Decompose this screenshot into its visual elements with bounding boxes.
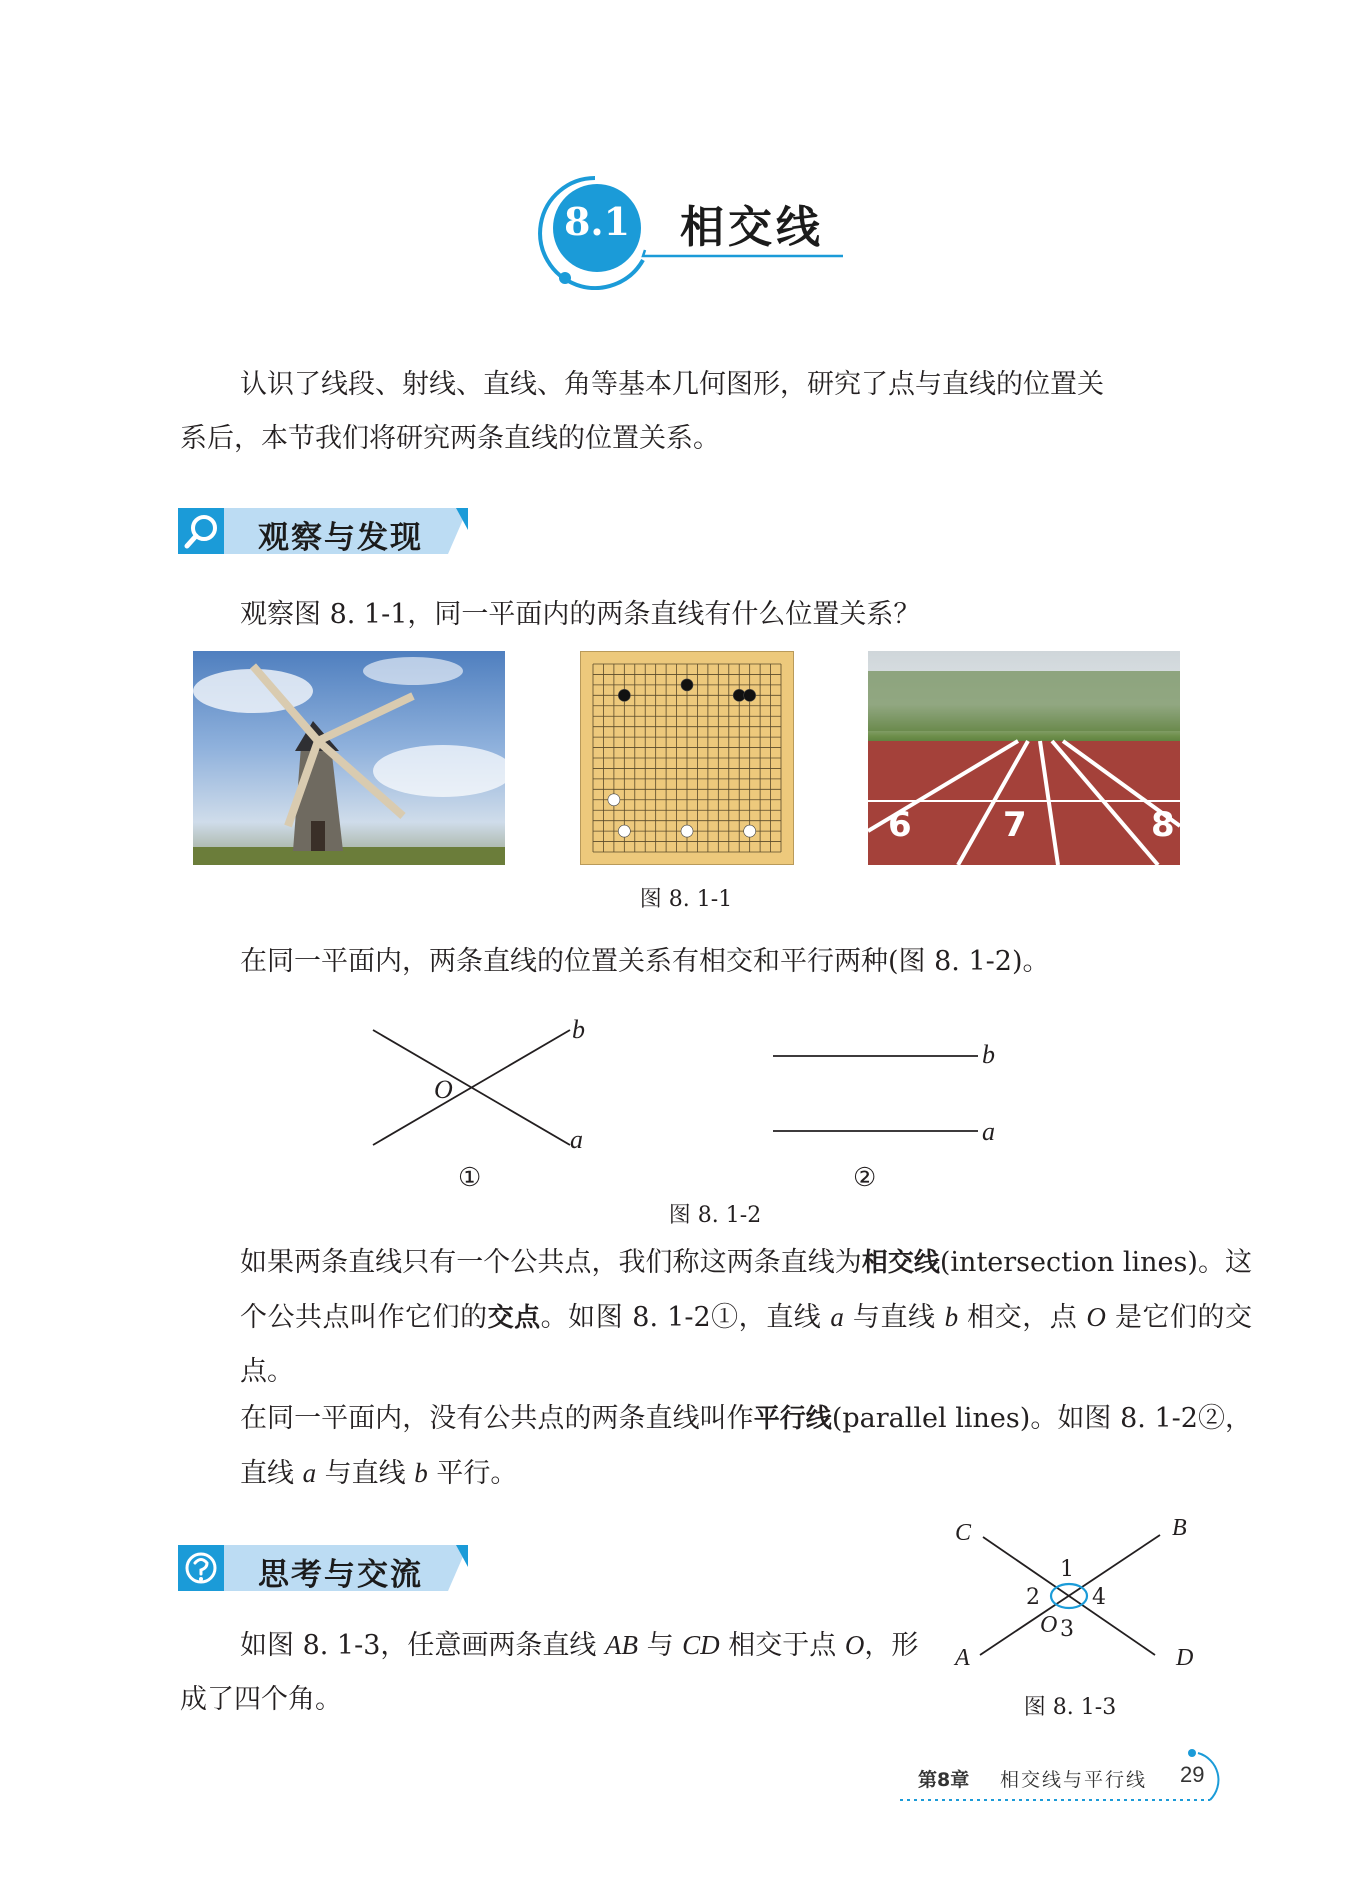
page-number: 29 (1180, 1762, 1205, 1787)
fig2-label-O: O (434, 1075, 453, 1104)
track-number-8: 8 (1151, 805, 1175, 845)
intro-paragraph: 认识了线段、射线、直线、角等基本几何图形，研究了点与直线的位置关 系后，本节我们将研究两条直线的位置关系。 (180, 369, 1104, 454)
term-parallel-lines: 平行线 (753, 1404, 832, 1434)
think-paragraph: 如图 8. 1-3，任意画两条直线 AB 与 CD 相交于点 O，形成了四个角。 (180, 1630, 919, 1715)
fig2-right-label: ② (853, 1163, 877, 1193)
definition-intersecting-paragraph: 如果两条直线只有一个公共点，我们称这两条直线为相交线(intersection lines)。这个公共点叫作它们的交点。如图 8. 1-2①，直线 a 与直线 b 相交，点 O 是它们的交点。 (240, 1247, 1252, 1387)
fig2-label-a: a (570, 1125, 583, 1154)
go-stone (744, 689, 756, 701)
angle-label-1: 1 (1060, 1557, 1074, 1582)
footer-chapter: 第8章 (918, 1769, 970, 1791)
go-stone (618, 825, 630, 837)
term-intersecting-lines: 相交线 (861, 1248, 940, 1278)
go-stone (681, 679, 693, 691)
fig3-label-C: C (955, 1520, 972, 1546)
fig1-caption: 图 8. 1-1 (639, 887, 733, 912)
fig3-label-B: B (1172, 1515, 1187, 1541)
go-stone (618, 689, 630, 701)
term-intersection-point: 交点 (487, 1303, 541, 1333)
go-stone (681, 825, 693, 837)
observe-discover-header (178, 508, 468, 554)
fig3-label-O: O (1040, 1612, 1058, 1638)
fig2-label-b: b (572, 1015, 585, 1044)
parallel-lines-diagram (770, 1040, 990, 1140)
section-number: 8.1 (563, 199, 631, 244)
running-track-photo (868, 651, 1180, 865)
fig3-label-A: A (955, 1645, 970, 1671)
go-stone (744, 825, 756, 837)
think-discuss-title: 思考与交流 (258, 1557, 423, 1593)
angle-label-2: 2 (1026, 1585, 1040, 1610)
definition-parallel-paragraph: 在同一平面内，没有公共点的两条直线叫作平行线(parallel lines)。如图 8. 1-2②，直线 a 与直线 b 平行。 (240, 1403, 1252, 1489)
go-stone (608, 794, 620, 806)
footer-chapter-title: 相交线与平行线 (1000, 1769, 1148, 1791)
observe-question: 观察图 8. 1-1，同一平面内的两条直线有什么位置关系？ (240, 599, 921, 630)
relation-paragraph: 在同一平面内，两条直线的位置关系有相交和平行两种(图 8. 1-2)。 (240, 946, 1050, 977)
observe-discover-title: 观察与发现 (258, 520, 423, 556)
fig2-caption: 图 8. 1-2 (668, 1203, 762, 1228)
fig2-parallel-label-b: b (982, 1040, 995, 1069)
fig3-label-D: D (1176, 1645, 1194, 1671)
fig2-parallel-label-a: a (982, 1117, 995, 1146)
section-title: 相交线 (680, 202, 824, 253)
windmill-photo (193, 651, 505, 865)
track-number-6: 6 (888, 805, 912, 845)
fig3-caption: 图 8. 1-3 (1023, 1695, 1117, 1720)
fig2-left-label: ① (458, 1163, 482, 1193)
angle-label-4: 4 (1092, 1585, 1106, 1610)
go-board-photo (580, 651, 794, 865)
think-discuss-header (178, 1545, 468, 1591)
thinking-icon (183, 1550, 219, 1586)
angle-label-3: 3 (1060, 1617, 1074, 1642)
magnifier-icon (184, 513, 220, 549)
four-angles-diagram (950, 1520, 1170, 1670)
track-number-7: 7 (1003, 805, 1027, 845)
